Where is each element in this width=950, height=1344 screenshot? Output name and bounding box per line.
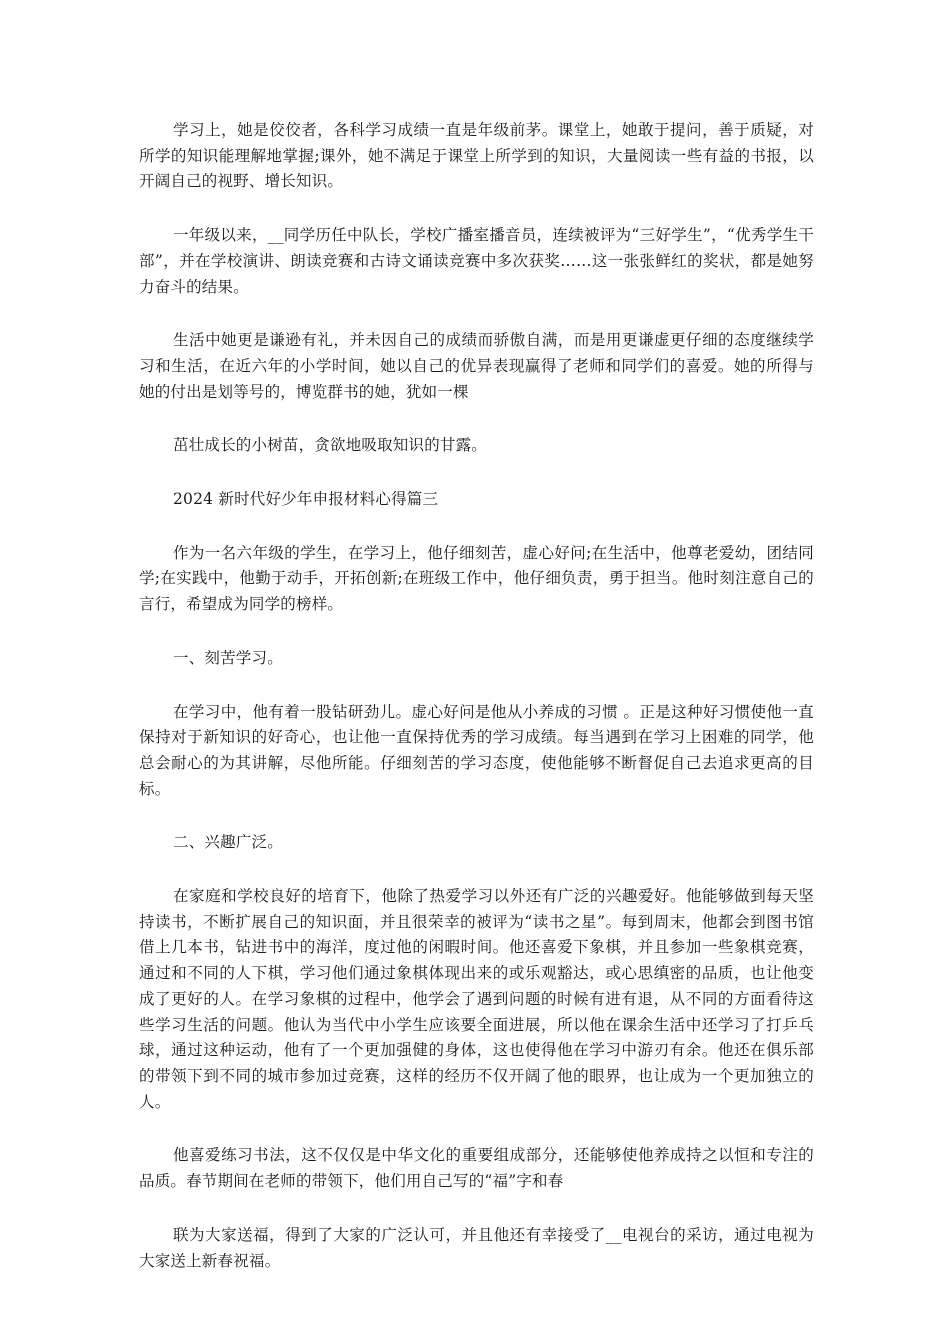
paragraph-intro: 作为一名六年级的学生，在学习上，他仔细刻苦，虚心好问;在生活中，他尊老爱幼，团结同学;在实践中，他勤于动手，开拓创新;在班级工作中，他仔细负责，勇于担当。他时刻注意自己的言行，希望成为同学的榜样。 [139, 543, 814, 614]
paragraph-calligraphy: 他喜爱练习书法，这不仅仅是中华文化的重要组成部分，还能够使他养成持之以恒和专注的品质。春节期间在老师的带领下，他们用自己写的“福”字和春 [139, 1146, 814, 1191]
paragraph-sapling: 茁壮成长的小树苗，贪欲地吸取知识的甘露。 [173, 436, 488, 455]
paragraph-life-attitude: 生活中她更是谦逊有礼，并未因自己的成绩而骄傲自满，而是用更谦虚更仔细的态度继续学习和生活，在近六年的小学时间，她以自己的优异表现赢得了老师和同学们的喜爱。她的所得与她的付出是划等号的，博览群书的她，犹如一棵 [139, 331, 814, 401]
paragraph-broad-interests: 在家庭和学校良好的培育下，他除了热爱学习以外还有广泛的兴趣爱好。他能够做到每天坚持读书，不断扩展自己的知识面，并且很荣幸的被评为“读书之星”。每到周末，他都会到图书馆借上几本书，钻进书中的海洋，度过他的闲暇时间。他还喜爱下象棋，并且参加一些象棋竞赛，通过和不同的人下棋，学习他们通过象棋体现出来的或乐观豁达，或心思缜密的品质，也让他变成了更好的人。在学习象棋的过程中，他学会了遇到问题的时候有进有退，从不同的方面看待这些学习生活的问题。他认为当代中小学生应该要全面进展，所以他在课余生活中还学习了打乒乓球，通过这种运动，他有了一个更加强健的身体，这也使得他在学习中游刃有余。他还在俱乐部的带领下到不同的城市参加过竞赛，这样的经历不仅开阔了他的眼界，也让成为一个更加独立的人。 [139, 887, 814, 1111]
paragraph-study-performance: 学习上，她是佼佼者，各科学习成绩一直是年级前茅。课堂上，她敢于提问，善于质疑，对所学的知识能理解地掌握;课外，她不满足于课堂上所学到的知识，大量阅读一些有益的书报，以开阔自己的视野、增长知识。 [139, 121, 814, 191]
document-body [139, 118, 814, 1302]
paragraph-honors: 一年级以来，__同学历任中队长，学校广播室播音员，连续被评为“三好学生”，“优秀学生干部”，并在学校演讲、朗读竞赛和古诗文诵读竞赛中多次获奖……这一张张鲜红的奖状，都是她努力奋斗的结果。 [139, 226, 814, 296]
paragraph-spring-couplets: 联为大家送福，得到了大家的广泛认可，并且他还有幸接受了__电视台的采访，通过电视为大家送上新春祝福。 [139, 1225, 814, 1270]
paragraph-hard-study: 在学习中，他有着一股钻研劲儿。虚心好问是他从小养成的习惯 。正是这种好习惯使他一直保持对于新知识的好奇心，也让他一直保持优秀的学习成绩。每当遇到在学习上困难的同学，他总会耐心的为其讲解，尽他所能。仔细刻苦的学习态度，使他能够不断督促自己去追求更高的目标。 [139, 702, 814, 798]
heading-broad-interests: 二、兴趣广泛。 [173, 833, 283, 852]
heading-hard-study: 一、刻苦学习。 [173, 648, 283, 667]
section-heading-part-three: 2024 新时代好少年申报材料心得篇三 [173, 490, 439, 509]
